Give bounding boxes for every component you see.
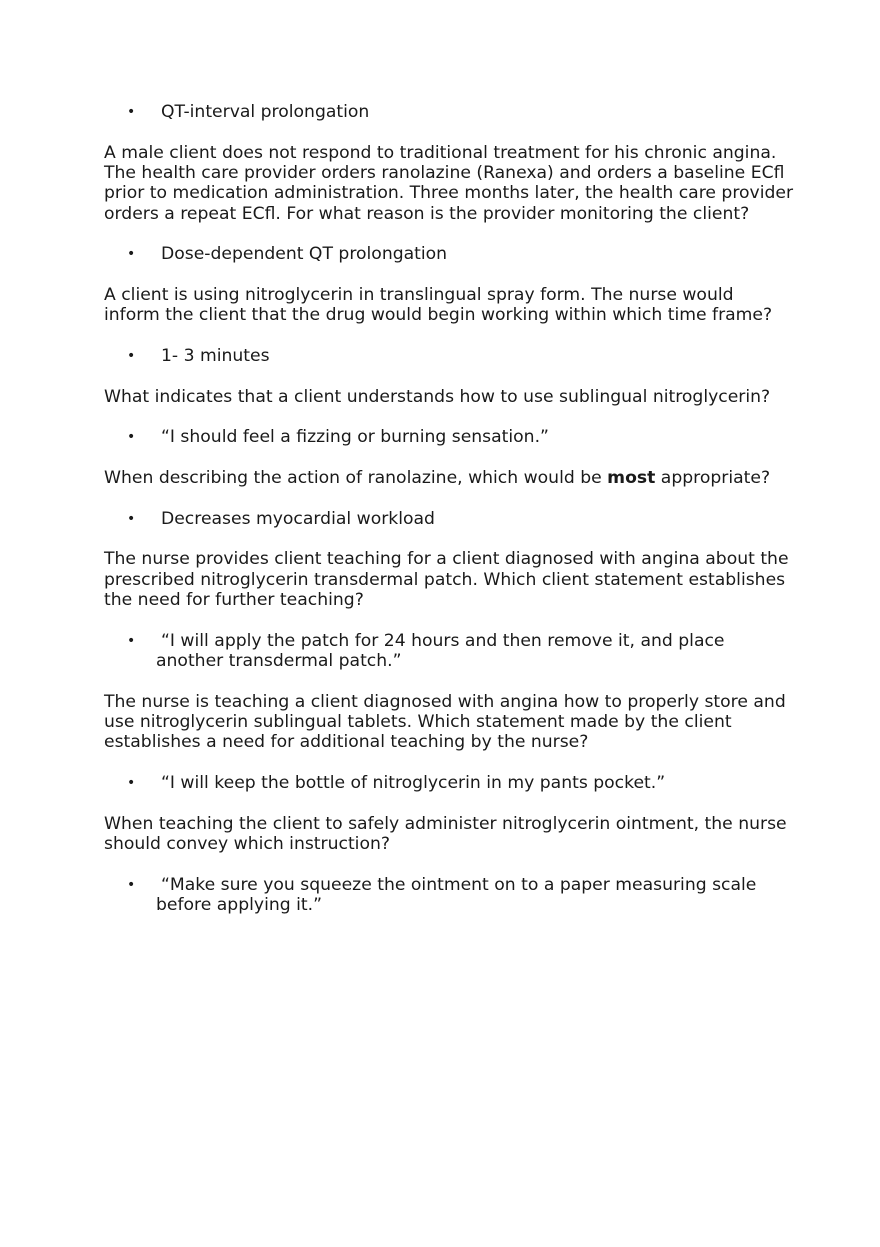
question-text: When teaching the client to safely administer nitroglycerin ointment, the nurse should convey which instruction? [104, 813, 787, 854]
answer-bullet [104, 346, 794, 366]
answer-text: “I should feel a fizzing or burning sensation.” [161, 427, 549, 448]
bullet-icon: • [127, 876, 136, 893]
answer-text: 1- 3 minutes [161, 345, 270, 366]
bullet-icon: • [127, 510, 136, 527]
question-text: The nurse provides client teaching for a client diagnosed with angina about the prescribed nitroglycerin transdermal patch. Which client statement establishes the need for further teaching? [104, 549, 789, 610]
answer-text: Decreases myocardial workload [161, 508, 435, 529]
answer-bullet [104, 875, 794, 916]
answer-text: “Make sure you squeeze the ointment on to a paper measuring scale before applying it.” [156, 874, 757, 915]
answer-text: Dose-dependent QT prolongation [161, 244, 448, 265]
question-text-start: When describing the action of ranolazine, which would be [104, 468, 608, 488]
answer-text: QT-interval prolongation [161, 102, 370, 122]
emphasis-text: most [607, 468, 656, 488]
answer-bullet [104, 773, 794, 793]
bullet-icon: • [127, 429, 136, 446]
document-page [104, 102, 794, 915]
bullet-icon: • [127, 246, 136, 263]
answer-text: “I will apply the patch for 24 hours and then remove it, and place another transdermal patch.” [156, 630, 725, 671]
question-text: What indicates that a client understands how to use sublingual nitroglycerin? [104, 386, 771, 407]
bullet-icon: • [127, 774, 136, 791]
bullet-icon: • [127, 632, 136, 649]
answer-bullet [104, 509, 794, 529]
question-text [104, 468, 794, 488]
answer-text: “I will keep the bottle of nitroglycerin in my pants pocket.” [161, 772, 666, 793]
answer-bullet [104, 244, 794, 264]
answer-bullet [104, 427, 794, 447]
bullet-icon: • [127, 347, 136, 364]
answer-bullet [104, 102, 794, 122]
bullet-icon: • [127, 104, 136, 120]
question-text-end: appropriate? [655, 468, 771, 488]
question-text: A client is using nitroglycerin in translingual spray form. The nurse would inform the client that the drug would begin working within which time frame? [104, 284, 773, 326]
answer-bullet [104, 631, 794, 672]
question-text: A male client does not respond to traditional treatment for his chronic angina. The health care provider orders ranolazine (Ranexa) and orders a baseline ECfl prior to medication administration. Three months later, the health care provider orders a repeat ECfl. For what reason is the provider monitoring the client? [104, 142, 794, 224]
question-text: The nurse is teaching a client diagnosed with angina how to properly store and use nitroglycerin sublingual tablets. Which statement made by the client establishes a need for additional teaching by the nurse? [104, 691, 786, 753]
